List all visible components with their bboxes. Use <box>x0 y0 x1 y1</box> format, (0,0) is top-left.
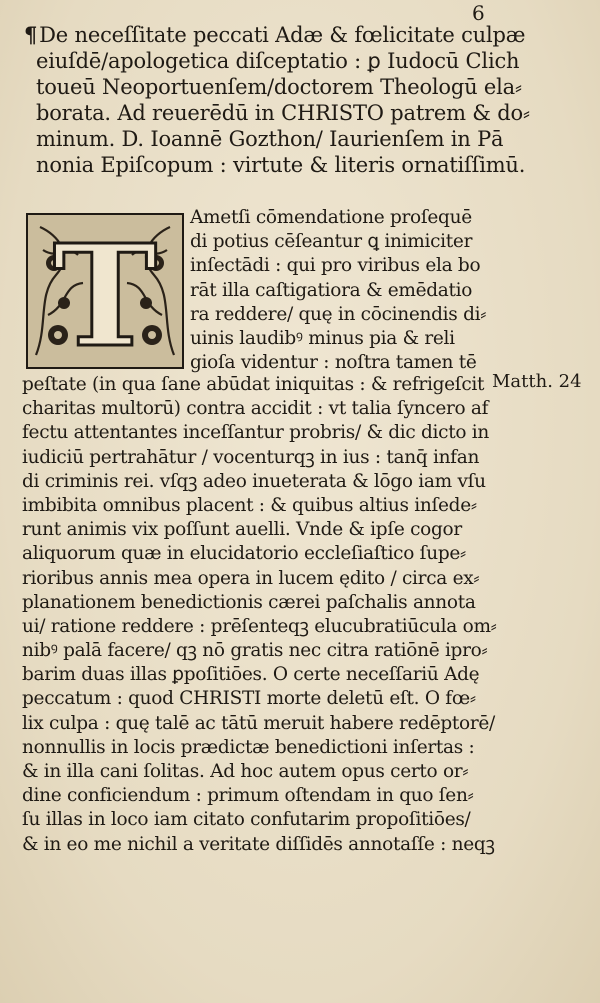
body-text <box>22 373 497 857</box>
body-line: ſu illas in loco iam citato confutarim propoſitiōes/ <box>22 809 471 831</box>
body-line: charitas multorū) contra accidit : vt talia ſyncero af <box>22 398 489 420</box>
heading-line: borata. Ad reuerēdū in CHRISTO patrem & do⸗ <box>36 101 530 125</box>
body-line: di criminis rei. vſqꝫ adeo inueterata & lōgo iam vſu <box>22 470 486 492</box>
heading-line: minum. D. Ioannē Gozthon/ Iaurienſem in Pā <box>36 127 504 151</box>
heading-line: eiuſdē/apologetica diſceptatio : ꝑ Iudocū Clich <box>36 49 520 73</box>
initial-letter: T <box>52 215 158 367</box>
body-line: planationem benedictionis cærei paſchalis annota <box>22 591 476 613</box>
title-heading <box>24 22 530 178</box>
body-line: peſtate (in qua ſane abūdat iniquitas : & refrigeſcit <box>22 374 485 395</box>
body-line: rāt illa caſtigatiora & emēdatio <box>190 279 473 301</box>
pilcrow-icon: ¶ <box>24 22 38 47</box>
body-line: lix culpa : quę talē ac tātū meruit habere redēptorē/ <box>22 712 495 734</box>
woodcut-initial-svg <box>28 215 182 367</box>
body-line: aliquorum quæ in elucidatorio eccleſiaſtico ſupe⸗ <box>22 543 466 565</box>
body-line: dine conficiendum : primum oſtendam in quo ſen⸗ <box>22 785 474 807</box>
body-line: uinis laudibꝰ minus pia & reli <box>190 327 455 349</box>
body-line: inſectādi : qui pro viribus ela bo <box>190 255 481 277</box>
body-line: iudiciū pertrahātur / vocenturqꝫ in ius : tanq̄ infan <box>22 446 480 468</box>
heading-line: nonia Epiſcopum : virtute & literis ornatiſſimū. <box>36 153 526 177</box>
body-line: di potius cēſeantur ꝗ inimiciter <box>190 231 473 253</box>
body-line: imbibita omnibus placent : & quibus altius inſede⸗ <box>22 494 477 516</box>
margin-reference: Matth. 24 <box>492 371 582 392</box>
body-line: nibꝰ palā facere/ qꝫ nō gratis nec citra ratiōnē ipro⸗ <box>22 640 488 662</box>
body-line: peccatum : quod CHRISTI morte deletū eſt. O fœ⸗ <box>22 688 476 710</box>
body-line: rioribus annis mea opera in lucem ędito / circa ex⸗ <box>22 567 480 589</box>
body-text-beside-initial <box>190 206 490 375</box>
body-line: ra reddere/ quę in cōcinendis di⸗ <box>190 303 487 325</box>
folio-number: 6 <box>472 1 485 25</box>
body-line: barim duas illas ꝑpoſitiōes. O certe neceſſariū Adę <box>22 664 480 686</box>
heading-line: toueū Neoportuenſem/doctorem Theologū ela⸗ <box>36 75 522 99</box>
woodcut-initial-icon <box>26 213 184 369</box>
body-line: & in eo me nichil a veritate diſſidēs annotaſſe : neqꝫ <box>22 833 495 855</box>
body-line: fectu attentantes inceſſantur probris/ & dic dicto in <box>22 422 490 444</box>
body-line: ui/ ratione reddere : prēſenteqꝫ elucubratiūcula om⸗ <box>22 615 497 637</box>
body-line: & in illa cani ſolitas. Ad hoc autem opus certo or⸗ <box>22 761 469 782</box>
body-line: gioſa videntur : noſtra tamen tē <box>190 352 477 374</box>
body-line: nonnullis in locis prædictæ benedictioni inſertas : <box>22 736 475 758</box>
body-line: runt animis vix poſſunt auelli. Vnde & ipſe cogor <box>22 519 462 541</box>
body-line: Ametſi cōmendatione proſequē <box>190 207 472 228</box>
heading-line: ¶De neceſſitate peccati Adæ & fœlicitate culpæ <box>24 22 526 47</box>
